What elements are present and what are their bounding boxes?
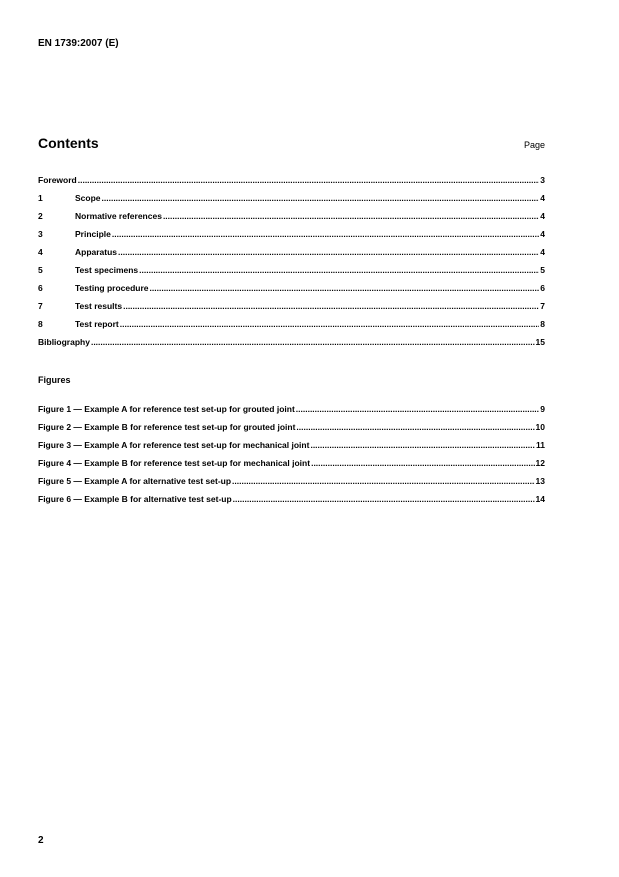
- figure-entry-6[interactable]: [38, 494, 545, 512]
- toc-entry-title: Normative references: [75, 211, 162, 221]
- toc-entry-number: 6: [38, 283, 43, 293]
- toc-entry-title: Foreword: [38, 175, 77, 185]
- toc-entry-test-specimens[interactable]: [38, 265, 545, 283]
- dot-leader: [296, 404, 539, 414]
- dot-leader: [150, 283, 540, 293]
- toc-entry-page: 4: [540, 193, 545, 203]
- dot-leader: [310, 440, 535, 450]
- figure-entry-title: Figure 3 — Example A for reference test set-up for mechanical joint: [38, 440, 310, 450]
- toc-entry-test-report[interactable]: [38, 319, 545, 337]
- dot-leader: [91, 337, 535, 347]
- toc-entry-number: 1: [38, 193, 43, 203]
- page-column-label: Page: [523, 140, 545, 150]
- figure-entry-page: 10: [535, 422, 545, 432]
- dot-leader: [232, 476, 535, 486]
- dot-leader: [311, 458, 534, 468]
- toc-entry-foreword[interactable]: [38, 175, 545, 193]
- page-number: 2: [38, 835, 44, 846]
- dot-leader: [123, 301, 539, 311]
- toc-entry-title: Testing procedure: [75, 283, 149, 293]
- dot-leader: [139, 265, 539, 275]
- toc-entry-test-results[interactable]: [38, 301, 545, 319]
- dot-leader: [102, 193, 540, 203]
- list-of-figures: [38, 404, 545, 512]
- toc-entry-page: 4: [540, 211, 545, 221]
- toc-entry-title: Test results: [75, 301, 123, 311]
- toc-entry-title: Principle: [75, 229, 111, 239]
- toc-entry-page: 15: [535, 337, 545, 347]
- dot-leader: [78, 175, 540, 185]
- toc-entry-number: 2: [38, 211, 43, 221]
- figure-entry-page: 9: [540, 404, 545, 414]
- toc-entry-principle[interactable]: [38, 229, 545, 247]
- toc-entry-page: 4: [540, 247, 545, 257]
- dot-leader: [233, 494, 535, 504]
- table-of-contents: [38, 175, 545, 355]
- toc-entry-page: 5: [540, 265, 545, 275]
- figure-entry-title: Figure 2 — Example B for reference test set-up for grouted joint: [38, 422, 296, 432]
- figure-entry-3[interactable]: [38, 440, 545, 458]
- figure-entry-page: 13: [535, 476, 545, 486]
- document-header: EN 1739:2007 (E): [38, 38, 119, 49]
- toc-entry-page: 6: [540, 283, 545, 293]
- figure-entry-5[interactable]: [38, 476, 545, 494]
- figure-entry-2[interactable]: [38, 422, 545, 440]
- figures-heading: Figures: [38, 375, 71, 385]
- figure-entry-1[interactable]: [38, 404, 545, 422]
- figure-entry-title: Figure 5 — Example A for alternative test set-up: [38, 476, 232, 486]
- toc-entry-normative-references[interactable]: [38, 211, 545, 229]
- toc-entry-page: 3: [540, 175, 545, 185]
- toc-entry-testing-procedure[interactable]: [38, 283, 545, 301]
- dot-leader: [112, 229, 539, 239]
- dot-leader: [118, 247, 539, 257]
- toc-entry-title: Bibliography: [38, 337, 90, 347]
- figure-entry-title: Figure 6 — Example B for alternative test set-up: [38, 494, 232, 504]
- toc-entry-page: 7: [540, 301, 545, 311]
- toc-entry-page: 8: [540, 319, 545, 329]
- toc-entry-title: Apparatus: [75, 247, 118, 257]
- toc-entry-apparatus[interactable]: [38, 247, 545, 265]
- figure-entry-4[interactable]: [38, 458, 545, 476]
- contents-title: Contents: [38, 135, 99, 151]
- toc-entry-number: 8: [38, 319, 43, 329]
- toc-entry-page: 4: [540, 229, 545, 239]
- figure-entry-page: 11: [536, 440, 545, 450]
- toc-entry-bibliography[interactable]: [38, 337, 545, 355]
- figure-entry-title: Figure 1 — Example A for reference test set-up for grouted joint: [38, 404, 295, 414]
- toc-entry-title: Test report: [75, 319, 119, 329]
- toc-entry-title: Scope: [75, 193, 101, 203]
- dot-leader: [120, 319, 539, 329]
- toc-entry-title: Test specimens: [75, 265, 139, 275]
- dot-leader: [163, 211, 539, 221]
- figure-entry-page: 14: [535, 494, 545, 504]
- dot-leader: [296, 422, 534, 432]
- toc-entry-number: 3: [38, 229, 43, 239]
- toc-entry-number: 4: [38, 247, 43, 257]
- figure-entry-page: 12: [535, 458, 545, 468]
- toc-entry-number: 5: [38, 265, 43, 275]
- figure-entry-title: Figure 4 — Example B for reference test set-up for mechanical joint: [38, 458, 311, 468]
- toc-entry-scope[interactable]: [38, 193, 545, 211]
- toc-entry-number: 7: [38, 301, 43, 311]
